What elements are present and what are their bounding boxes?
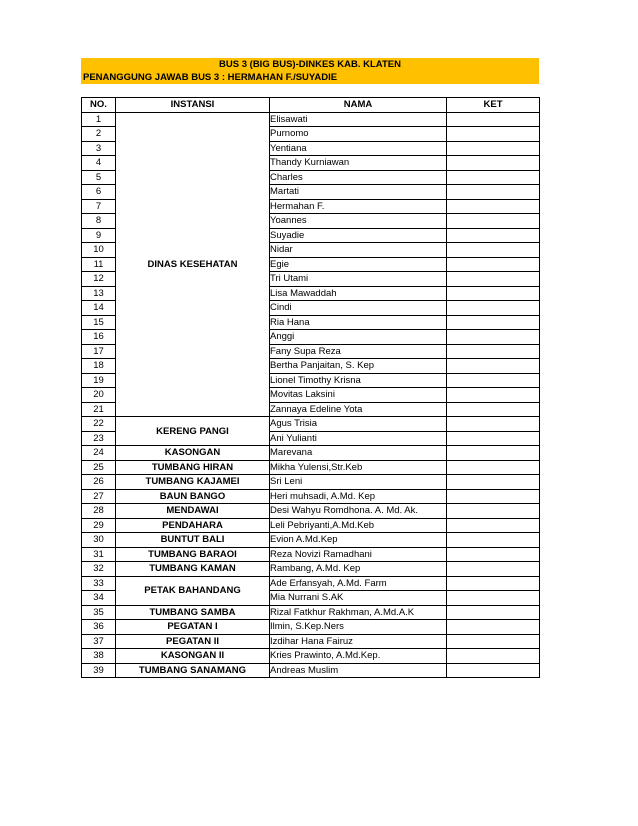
- row-number: 11: [82, 257, 116, 272]
- row-number: 26: [82, 475, 116, 490]
- table-row: [82, 112, 540, 127]
- ket-cell: [447, 547, 540, 562]
- nama-cell: Desi Wahyu Romdhona. A. Md. Ak.: [270, 504, 447, 519]
- ket-cell: [447, 431, 540, 446]
- table-row: [82, 562, 540, 577]
- row-number: 39: [82, 663, 116, 678]
- table-row: [82, 475, 540, 490]
- nama-cell: Mia Nurrani S.AK: [270, 591, 447, 606]
- nama-cell: Hermahan F.: [270, 199, 447, 214]
- row-number: 18: [82, 359, 116, 374]
- row-number: 28: [82, 504, 116, 519]
- row-number: 8: [82, 214, 116, 229]
- ket-cell: [447, 112, 540, 127]
- row-number: 30: [82, 533, 116, 548]
- nama-cell: Ria Hana: [270, 315, 447, 330]
- ket-cell: [447, 634, 540, 649]
- ket-cell: [447, 489, 540, 504]
- person-in-charge: PENANGGUNG JAWAB BUS 3 : HERMAHAN F./SUYADIE: [83, 72, 338, 83]
- ket-cell: [447, 156, 540, 171]
- row-number: 16: [82, 330, 116, 345]
- instansi-cell: KASONGAN II: [116, 649, 270, 664]
- ket-cell: [447, 576, 540, 591]
- nama-cell: Marevana: [270, 446, 447, 461]
- nama-cell: Tri Utami: [270, 272, 447, 287]
- row-number: 19: [82, 373, 116, 388]
- nama-cell: Elisawati: [270, 112, 447, 127]
- table-body: [82, 112, 540, 678]
- nama-cell: Fany Supa Reza: [270, 344, 447, 359]
- row-number: 23: [82, 431, 116, 446]
- nama-cell: Ilmin, S.Kep.Ners: [270, 620, 447, 635]
- ket-cell: [447, 301, 540, 316]
- nama-cell: Leli Pebriyanti,A.Md.Keb: [270, 518, 447, 533]
- row-number: 1: [82, 112, 116, 127]
- ket-cell: [447, 446, 540, 461]
- ket-cell: [447, 243, 540, 258]
- nama-cell: Charles: [270, 170, 447, 185]
- table-row: [82, 504, 540, 519]
- row-number: 24: [82, 446, 116, 461]
- nama-cell: Agus Trisia: [270, 417, 447, 432]
- row-number: 6: [82, 185, 116, 200]
- instansi-cell: KASONGAN: [116, 446, 270, 461]
- passenger-table: [81, 97, 540, 678]
- table-row: [82, 620, 540, 635]
- row-number: 37: [82, 634, 116, 649]
- table-header-row: [82, 98, 540, 113]
- ket-cell: [447, 228, 540, 243]
- ket-cell: [447, 417, 540, 432]
- ket-cell: [447, 214, 540, 229]
- column-header-no: NO.: [82, 98, 116, 113]
- nama-cell: Yoannes: [270, 214, 447, 229]
- row-number: 7: [82, 199, 116, 214]
- row-number: 13: [82, 286, 116, 301]
- nama-cell: Zannaya Edeline Yota: [270, 402, 447, 417]
- ket-cell: [447, 272, 540, 287]
- nama-cell: Kries Prawinto, A.Md.Kep.: [270, 649, 447, 664]
- instansi-cell: TUMBANG SANAMANG: [116, 663, 270, 678]
- row-number: 14: [82, 301, 116, 316]
- table-row: [82, 605, 540, 620]
- table-row: [82, 576, 540, 591]
- table-row: [82, 489, 540, 504]
- row-number: 38: [82, 649, 116, 664]
- ket-cell: [447, 388, 540, 403]
- row-number: 10: [82, 243, 116, 258]
- row-number: 21: [82, 402, 116, 417]
- nama-cell: Martati: [270, 185, 447, 200]
- nama-cell: Movitas Laksini: [270, 388, 447, 403]
- nama-cell: Suyadie: [270, 228, 447, 243]
- nama-cell: Andreas Muslim: [270, 663, 447, 678]
- instansi-cell: TUMBANG SAMBA: [116, 605, 270, 620]
- row-number: 33: [82, 576, 116, 591]
- column-header-nama: NAMA: [270, 98, 447, 113]
- row-number: 35: [82, 605, 116, 620]
- row-number: 36: [82, 620, 116, 635]
- nama-cell: Rizal Fatkhur Rakhman, A.Md.A.K: [270, 605, 447, 620]
- ket-cell: [447, 286, 540, 301]
- nama-cell: Izdihar Hana Fairuz: [270, 634, 447, 649]
- ket-cell: [447, 460, 540, 475]
- ket-cell: [447, 127, 540, 142]
- nama-cell: Lionel Timothy Krisna: [270, 373, 447, 388]
- row-number: 3: [82, 141, 116, 156]
- ket-cell: [447, 315, 540, 330]
- table-row: [82, 663, 540, 678]
- ket-cell: [447, 504, 540, 519]
- row-number: 20: [82, 388, 116, 403]
- row-number: 22: [82, 417, 116, 432]
- ket-cell: [447, 170, 540, 185]
- ket-cell: [447, 185, 540, 200]
- nama-cell: Yentiana: [270, 141, 447, 156]
- instansi-cell: PEGATAN I: [116, 620, 270, 635]
- instansi-cell: TUMBANG BARAOI: [116, 547, 270, 562]
- nama-cell: Lisa Mawaddah: [270, 286, 447, 301]
- column-header-ket: KET: [447, 98, 540, 113]
- table-row: [82, 460, 540, 475]
- table-row: [82, 417, 540, 432]
- nama-cell: Sri Leni: [270, 475, 447, 490]
- table-row: [82, 547, 540, 562]
- nama-cell: Anggi: [270, 330, 447, 345]
- row-number: 12: [82, 272, 116, 287]
- ket-cell: [447, 199, 540, 214]
- column-header-instansi: INSTANSI: [116, 98, 270, 113]
- row-number: 27: [82, 489, 116, 504]
- table-row: [82, 634, 540, 649]
- ket-cell: [447, 344, 540, 359]
- ket-cell: [447, 533, 540, 548]
- nama-cell: Ani Yulianti: [270, 431, 447, 446]
- row-number: 2: [82, 127, 116, 142]
- row-number: 29: [82, 518, 116, 533]
- nama-cell: Egie: [270, 257, 447, 272]
- ket-cell: [447, 663, 540, 678]
- instansi-cell: TUMBANG HIRAN: [116, 460, 270, 475]
- row-number: 5: [82, 170, 116, 185]
- row-number: 9: [82, 228, 116, 243]
- row-number: 32: [82, 562, 116, 577]
- ket-cell: [447, 373, 540, 388]
- ket-cell: [447, 605, 540, 620]
- nama-cell: Thandy Kurniawan: [270, 156, 447, 171]
- row-number: 17: [82, 344, 116, 359]
- instansi-cell: BAUN BANGO: [116, 489, 270, 504]
- ket-cell: [447, 330, 540, 345]
- instansi-cell: PEGATAN II: [116, 634, 270, 649]
- row-number: 15: [82, 315, 116, 330]
- instansi-cell: KERENG PANGI: [116, 417, 270, 446]
- row-number: 31: [82, 547, 116, 562]
- row-number: 4: [82, 156, 116, 171]
- nama-cell: Nidar: [270, 243, 447, 258]
- instansi-cell: PETAK BAHANDANG: [116, 576, 270, 605]
- ket-cell: [447, 475, 540, 490]
- table-row: [82, 649, 540, 664]
- ket-cell: [447, 141, 540, 156]
- instansi-cell: PENDAHARA: [116, 518, 270, 533]
- ket-cell: [447, 649, 540, 664]
- table-row: [82, 533, 540, 548]
- sheet-title: BUS 3 (BIG BUS)-DINKES KAB. KLATEN: [219, 59, 401, 70]
- table-row: [82, 518, 540, 533]
- instansi-cell: DINAS KESEHATAN: [116, 112, 270, 417]
- nama-cell: Evion A.Md.Kep: [270, 533, 447, 548]
- ket-cell: [447, 620, 540, 635]
- nama-cell: Rambang, A.Md. Kep: [270, 562, 447, 577]
- instansi-cell: TUMBANG KAMAN: [116, 562, 270, 577]
- table-row: [82, 446, 540, 461]
- nama-cell: Ade Erfansyah, A.Md. Farm: [270, 576, 447, 591]
- instansi-cell: TUMBANG KAJAMEI: [116, 475, 270, 490]
- nama-cell: Mikha Yulensi,Str.Keb: [270, 460, 447, 475]
- nama-cell: Purnomo: [270, 127, 447, 142]
- ket-cell: [447, 402, 540, 417]
- ket-cell: [447, 562, 540, 577]
- row-number: 34: [82, 591, 116, 606]
- ket-cell: [447, 359, 540, 374]
- ket-cell: [447, 518, 540, 533]
- row-number: 25: [82, 460, 116, 475]
- ket-cell: [447, 591, 540, 606]
- instansi-cell: BUNTUT BALI: [116, 533, 270, 548]
- nama-cell: Reza Novizi Ramadhani: [270, 547, 447, 562]
- instansi-cell: MENDAWAI: [116, 504, 270, 519]
- nama-cell: Bertha Panjaitan, S. Kep: [270, 359, 447, 374]
- nama-cell: Heri muhsadi, A.Md. Kep: [270, 489, 447, 504]
- ket-cell: [447, 257, 540, 272]
- nama-cell: Cindi: [270, 301, 447, 316]
